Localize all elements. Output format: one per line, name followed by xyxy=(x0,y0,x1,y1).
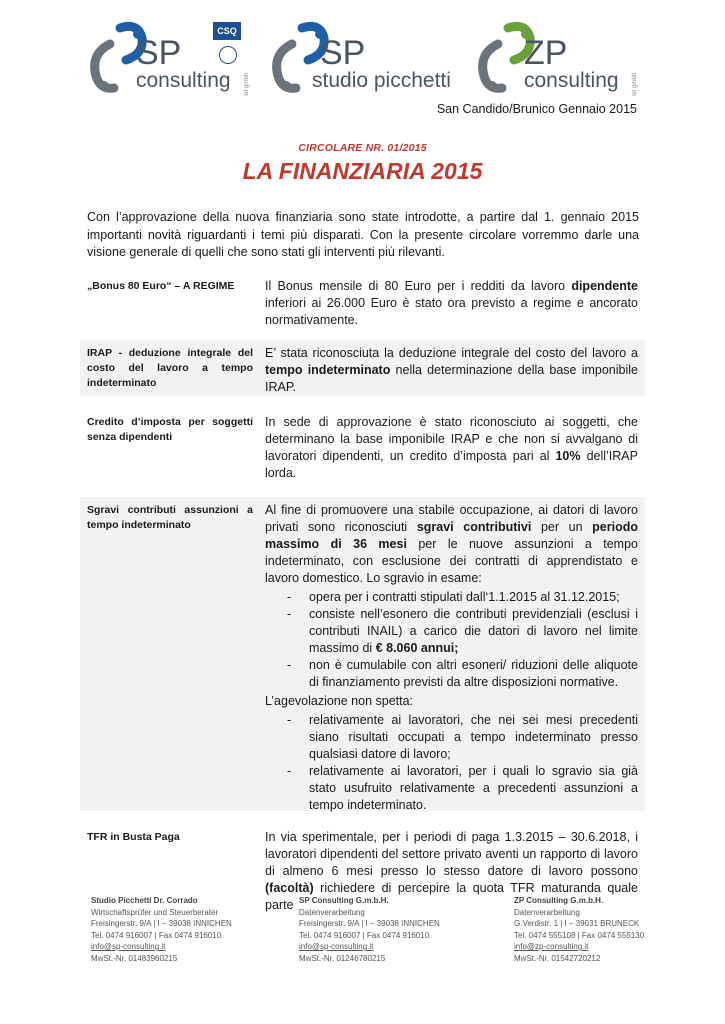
zp-consulting-line2: consulting xyxy=(524,69,619,92)
section-text: In via sperimentale, per i periodi di paga 1.3.2015 – 30.6.2018, i lavoratori dipendenti del settore privato aventi un rapporto di lavoro di almeno 6 mesi presso lo stesso datore di lavoro possono (facoltà) richiedere di percepire la quota TFR maturanda quale parte xyxy=(265,830,638,912)
csq-badge: CSQ xyxy=(213,22,241,40)
section-text: E’ stata riconosciuta la deduzione integrale del costo del lavoro a tempo indeterminato nella determinazione della base imponibile IRAP. xyxy=(265,346,638,394)
zp-consulting-legal-form: srl gmbh xyxy=(632,72,638,96)
section-label: TFR in Busta Paga xyxy=(87,831,180,843)
footer-col-studio-picchetti: Studio Picchetti Dr. Corrado Wirtschaftsprüfer und Steuerberater Freisingerstr. 9/A | I – 39038 INNICHEN Tel. 0474 916007 | Fax 0474 916010 info@sp-consulting.it MwSt.-Nr. 01483960215 xyxy=(91,896,232,963)
footer-email-link[interactable]: info@zp-consulting.it xyxy=(514,942,589,951)
footer-col-sp-consulting: SP Consulting G.m.b.H. Datenverarbeitung Freisingerstr. 9/A | I – 39038 INNICHEN Tel. 0474 916007 | Fax 0474 916010 info@sp-consulting.it MwSt.-Nr. 01246780215 xyxy=(299,896,440,963)
section-bonus-80 xyxy=(80,273,645,335)
circular-number: CIRCOLARE NR. 01/2015 xyxy=(298,142,427,154)
document-title: LA FINANZIARIA 2015 xyxy=(242,158,483,184)
sp-consulting-legal-form: srl gmbh xyxy=(244,72,250,96)
footer-email-link[interactable]: info@sp-consulting.it xyxy=(91,942,166,951)
studio-picchetti-logo xyxy=(268,14,468,100)
list-item: - non è cumulabile con altri esoneri/ riduzioni delle aliquote di finanziamento previsti da altre disposizioni normative. xyxy=(309,657,638,691)
bullet-list xyxy=(265,589,638,691)
list-item: - relativamente ai lavoratori, che nei sei mesi precedenti siano risultati occupati a tempo indeterminato presso qualsiasi datore di lavoro; xyxy=(309,712,638,763)
list-item: - consiste nell’esonero die contributi previdenziali (esclusi i contributi INAIL) a carico die datori di lavoro nel limite massimo di € 8.060 annui; xyxy=(309,606,638,657)
zp-consulting-line1: ZP xyxy=(524,34,568,72)
section-label: IRAP - deduzione integrale del costo del lavoro a tempo indeterminato xyxy=(87,347,253,389)
studio-picchetti-line1: SP xyxy=(320,34,366,72)
section-text: In sede di approvazione è stato riconosciuto ai soggetti, che determinano la base imponibile IRAP e che non si avvalgano di lavoratori dipendenti, un credito d’imposta pari al 10% dell’IRAP lorda. xyxy=(265,415,638,480)
studio-picchetti-line2: studio picchetti xyxy=(312,69,451,92)
section-credito-imposta xyxy=(80,409,645,487)
section-text: Il Bonus mensile di 80 Euro per i redditi da lavoro dipendente inferiori ai 26.000 Euro è stato ora previsto a regime e ancorato normativamente. xyxy=(265,279,638,327)
section-sgravi-contributi xyxy=(80,497,645,811)
sp-consulting-line2: consulting xyxy=(136,69,231,92)
header-logos xyxy=(0,14,725,100)
footer-col-zp-consulting: ZP Consulting G.m.b.H. Datenverarbeitung G.Verdistr. 1 | I – 39031 BRUNECK Tel. 0474 555108 | Fax 0474 555130 info@zp-consulting.it MwSt.-Nr. 01542720212 xyxy=(514,896,645,963)
section-text: Al fine di promuovere una stabile occupazione, ai datori di lavoro privati sono riconosciuti sgravi contributivi per un periodo massimo di 36 mesi per le nuove assunzioni a tempo indeterminato, con esclusione dei contratti di apprendistato e lavoro domestico. Lo sgravio in esame: - opera per i contratti stipulati dall‘1.1.2015 al 31.12.2015; - consiste nell’esonero die contributi previdenziali (esclusi i contributi INAIL) a carico die datori di lavoro nel limite massimo di € 8.060 annui; - non è cumulabile con altri esoneri/ riduzioni delle aliquote di finanziamento previsti da altre disposizioni normative. L’agevolazione non spetta: - relativamente ai lavoratori, che nei sei mesi precedenti siano risultati occupati a tempo indeterminato presso qualsiasi datore di lavoro; - relativamente ai lavoratori, per i quali lo sgravio sia già stato usufruito relativamente a precedenti assunzioni a tempo indeterminato. xyxy=(265,502,638,816)
certification-seal-icon xyxy=(219,46,237,64)
section-label: Credito d’imposta per soggetti senza dipendenti xyxy=(87,416,253,443)
footer-email-link[interactable]: info@sp-consulting.it xyxy=(299,942,374,951)
bullet-list xyxy=(265,712,638,814)
sp-consulting-line1: SP xyxy=(136,34,182,72)
section-tfr xyxy=(80,824,645,912)
section-irap xyxy=(80,340,645,396)
zp-consulting-logo xyxy=(474,14,644,100)
dateline: San Candido/Brunico Gennaio 2015 xyxy=(436,102,637,116)
section-subparagraph: L’agevolazione non spetta: xyxy=(265,694,414,708)
list-item: - relativamente ai lavoratori, per i quali lo sgravio sia già stato usufruito relativamente a precedenti assunzioni a tempo indeterminato. xyxy=(309,763,638,814)
intro-paragraph: Con l’approvazione della nuova finanziaria sono state introdotte, a partire dal 1. gennaio 2015 importanti novità riguardanti i temi più disparati. Con la presente circolare vorremmo darle una visione generale di quelli che sono stati gli interventi più rilevanti. xyxy=(87,210,639,259)
list-item: - opera per i contratti stipulati dall‘1.1.2015 al 31.12.2015; xyxy=(309,589,638,606)
section-label: Sgravi contributi assunzioni a tempo indeterminato xyxy=(87,504,253,531)
footer xyxy=(0,895,725,975)
section-label: „Bonus 80 Euro“ – A REGIME xyxy=(87,280,235,292)
